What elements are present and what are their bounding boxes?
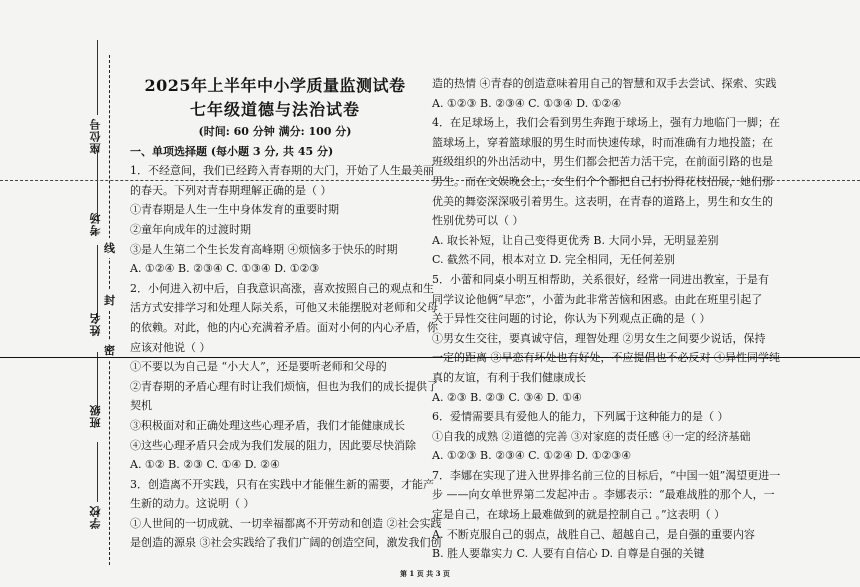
text-line: 班级组织的外出活动中，男生们都会把苦力活干完，在前面引路的也是 (432, 155, 773, 169)
text-line: 性别优势可以（ ） (432, 214, 524, 228)
exam-title: 2025年上半年中小学质量监测试卷 (144, 76, 406, 95)
text-line: ①自我的成熟 ②道德的完善 ③对家庭的责任感 ④一定的经济基础 (432, 429, 751, 443)
seal-word-line: 线 (104, 238, 115, 258)
text-line: ①青春期是人生一生中身体发育的重要时期 (130, 203, 339, 217)
text-line: 2．小何进入初中后，自我意识高涨，喜欢按照自己的观点和生 (130, 281, 434, 295)
exam-room-line (97, 150, 98, 220)
exam-meta: (时间: 60 分钟 满分: 100 分) (198, 125, 352, 138)
text-line: A. ①②③ B. ②③④ C. ①②④ D. ①②③④ (432, 449, 632, 463)
text-line: C. 截然不同，根本对立 D. 完全相同，无任何差别 (432, 253, 675, 267)
text-line: ①人世间的一切成就、一切幸福都离不开劳动和创造 ②社会实践 (130, 516, 442, 530)
text-line: ④这些心理矛盾只会成为我们发展的阻力，因此要尽快消除 (130, 438, 416, 452)
text-line: 生新的动力。这说明（ ） (130, 497, 255, 511)
text-line: 5．小蕾和同桌小明互相帮助，关系很好，经常一同进出教室，于是有 (432, 272, 769, 286)
text-line: ③是人生第二个生长发育高峰期 ④烦恼多于快乐的时期 (130, 242, 398, 256)
left-column (130, 74, 442, 553)
text-line: A. ①②③ B. ②③④ C. ①③④ D. ①②④ (432, 96, 622, 110)
right-column (432, 74, 852, 564)
text-line: 同学议论他俩“早恋”，小蕾为此非常苦恼和困惑。由此在班里引起了 (432, 292, 763, 306)
name-line (97, 245, 98, 320)
name-label: 姓名 (89, 312, 102, 336)
binding-margin (0, 0, 120, 587)
text-line: 男生。而在文娱晚会上，女生们个个都把自己打扮得花枝招展，她们那 (432, 174, 773, 188)
exam-room-label: 考场 (89, 212, 102, 236)
text-line: 关于异性交往问题的讨论，你认为下列观点正确的是（ ） (432, 312, 711, 326)
school-line (97, 442, 98, 502)
text-line: 步 ——向女单世界第二发起冲击 。李娜表示：“最难战胜的那个人，一 (432, 488, 775, 502)
text-line: 1．不经意间，我们已经跨入青春期的大门，开始了人生最美丽 (130, 164, 434, 178)
text-line: B. 胜人要靠实力 C. 人要有自信心 D. 自尊是自强的关键 (432, 547, 705, 561)
class-label: 班级 (89, 404, 102, 428)
text-line: 活方式安排学习和处理人际关系，可他又未能摆脱对老师和父母 (130, 301, 438, 315)
text-line: 7．李娜在实现了进入世界排名前三位的目标后，“中国一姐”渴望更进一 (432, 468, 781, 482)
text-line: 的依赖。对此，他的内心充满着矛盾。面对小何的内心矛盾，你 (130, 320, 438, 334)
text-line: 优美的舞姿深深吸引着男生。这表明，在青春的道路上，男生和女生的 (432, 194, 773, 208)
text-line: 一定的距离 ③早恋有坏处也有好处，不应提倡也不必反对 ④异性同学纯 (432, 351, 780, 365)
text-line: ②青春期的矛盾心理有时让我们烦恼，但也为我们的成长提供了 (130, 379, 438, 393)
text-line: 6．爱情需要具有爱他人的能力，下列属于这种能力的是（ ） (432, 410, 729, 424)
exam-subtitle: 七年级道德与法治试卷 (189, 100, 360, 119)
seat-label: 座位号 (89, 118, 102, 154)
text-line: A. ②③ B. ②③ C. ③④ D. ①④ (432, 390, 582, 404)
text-line: 篮球场上，穿着篮球服的男生时而快速传球，时而准确有力地投篮；在 (432, 135, 773, 149)
text-line: A. ①②④ B. ②③④ C. ①③④ D. ①②③ (130, 262, 320, 276)
text-line: 定是自己，在球场上最难做到的就是控制自己 。”这表明（ ） (432, 508, 726, 522)
text-line: 的春天。下列对青春期理解正确的是（ ） (130, 183, 332, 197)
text-line: 造的热情 ④青春的创造意味着用自己的智慧和双手去尝试、探索、实践 (432, 77, 777, 90)
text-line: A. ①② B. ②③ C. ①④ D. ②④ (130, 458, 280, 472)
text-line: ③积极面对和正确处理这些心理矛盾，我们才能健康成长 (130, 418, 405, 432)
page-footer: 第 1 页 共 3 页 (400, 569, 450, 578)
seal-word-secret: 密 (104, 340, 115, 360)
seal-word-seal: 封 (104, 290, 115, 310)
text-line: 契机 (130, 399, 152, 413)
text-line: ①不要以为自己是 “小大人”，还是要听老师和父母的 (130, 360, 387, 374)
class-line (97, 352, 98, 412)
text-line: 真的友谊，有利于我们健康成长 (432, 370, 586, 384)
text-line: 3．创造离不开实践，只有在实践中才能催生新的需要，才能产 (130, 477, 434, 491)
seal-dashed-line (109, 55, 110, 565)
text-line: 4．在足球场上，我们会看到男生奔跑于球场上，强有力地临门一脚；在 (432, 116, 780, 130)
text-line: A. 不断克服自己的弱点，战胜自己、超越自己，是自强的重要内容 (432, 527, 755, 541)
text-line: A. 取长补短，让自己变得更优秀 B. 大同小异，无明显差别 (432, 233, 719, 247)
school-label: 学校 (89, 505, 102, 529)
text-line: 应该对他说（ ） (130, 340, 211, 354)
text-line: ①男女生交往，要真诚守信，理智处理 ②男女生之间要少说话，保持 (432, 331, 766, 345)
text-line: ②童年向成年的过渡时期 (130, 222, 251, 236)
seat-line (97, 40, 98, 115)
text-line: 是创造的源泉 ③社会实践给了我们广阔的创造空间，激发我们创 (130, 536, 442, 550)
section-heading: 一、单项选择题 (每小题 3 分, 共 45 分) (130, 144, 334, 158)
